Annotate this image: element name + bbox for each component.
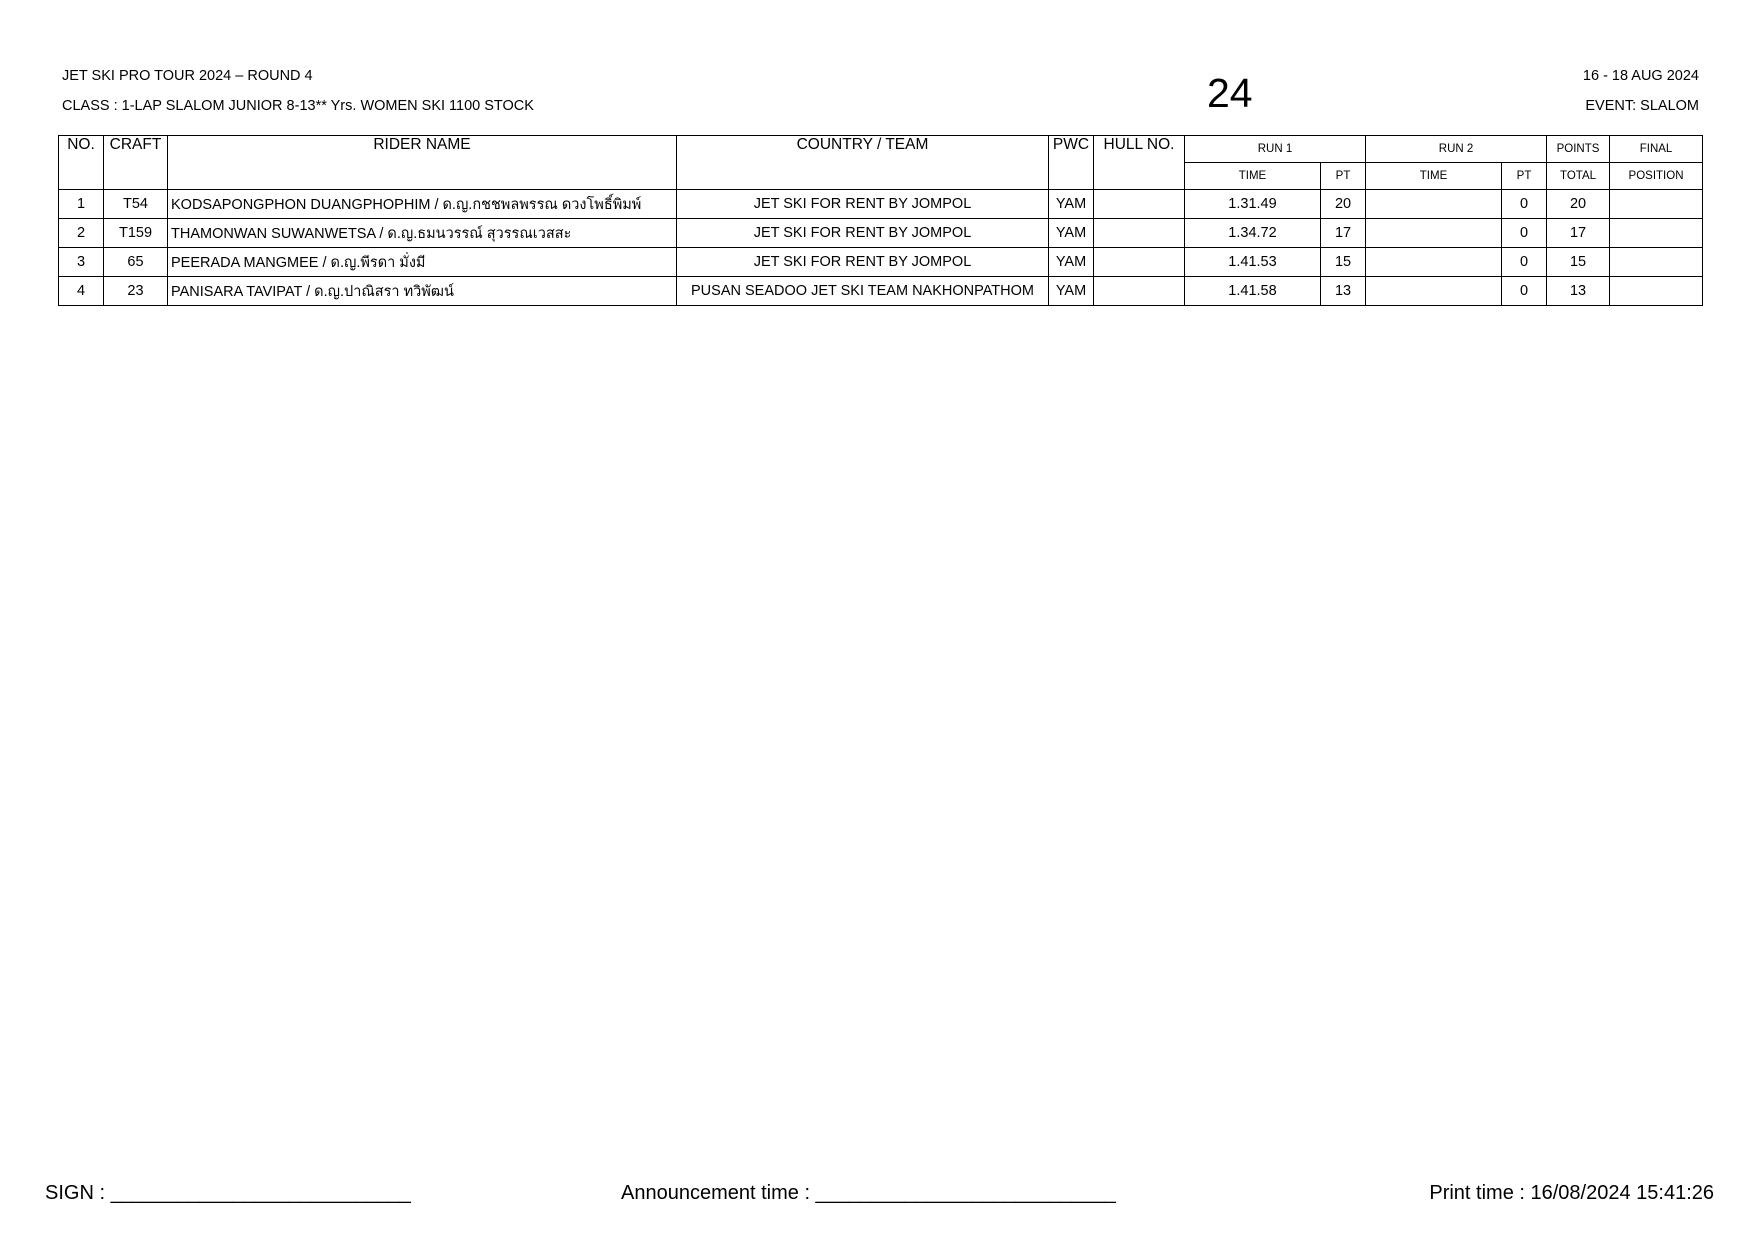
cell-run2-time	[1366, 248, 1502, 277]
cell-hull	[1094, 219, 1185, 248]
document-title: JET SKI PRO TOUR 2024 – ROUND 4	[62, 68, 313, 84]
col-run1-time: TIME	[1185, 163, 1321, 190]
cell-run2-time	[1366, 219, 1502, 248]
col-country-team: COUNTRY / TEAM	[677, 136, 1049, 190]
cell-team: JET SKI FOR RENT BY JOMPOL	[677, 248, 1049, 277]
cell-run1-pt: 15	[1321, 248, 1366, 277]
col-position: POSITION	[1610, 163, 1703, 190]
cell-rider: KODSAPONGPHON DUANGPHOPHIM / ด.ญ.กชชพลพรรณ ดวงโพธิ์พิมพ์	[168, 190, 677, 219]
col-run2-pt: PT	[1502, 163, 1547, 190]
cell-hull	[1094, 248, 1185, 277]
cell-pwc: YAM	[1049, 277, 1094, 306]
cell-run1-time: 1.34.72	[1185, 219, 1321, 248]
cell-craft: T159	[104, 219, 168, 248]
cell-pwc: YAM	[1049, 190, 1094, 219]
cell-total: 17	[1547, 219, 1610, 248]
class-number: 24	[1207, 70, 1253, 116]
cell-run2-time	[1366, 277, 1502, 306]
col-final: FINAL	[1610, 136, 1703, 163]
cell-position	[1610, 277, 1703, 306]
cell-position	[1610, 248, 1703, 277]
col-points: POINTS	[1547, 136, 1610, 163]
table-row	[59, 190, 1703, 219]
cell-total: 13	[1547, 277, 1610, 306]
table-row	[59, 219, 1703, 248]
cell-rider: PEERADA MANGMEE / ด.ญ.พีรดา มั่งมี	[168, 248, 677, 277]
cell-total: 15	[1547, 248, 1610, 277]
cell-team: JET SKI FOR RENT BY JOMPOL	[677, 190, 1049, 219]
table-row	[59, 277, 1703, 306]
cell-position	[1610, 190, 1703, 219]
cell-team: JET SKI FOR RENT BY JOMPOL	[677, 219, 1049, 248]
class-line: CLASS : 1-LAP SLALOM JUNIOR 8-13** Yrs. WOMEN SKI 1100 STOCK	[62, 98, 534, 114]
cell-hull	[1094, 277, 1185, 306]
cell-pwc: YAM	[1049, 248, 1094, 277]
results-table	[58, 135, 1703, 306]
table-row	[59, 248, 1703, 277]
print-time: Print time : 16/08/2024 15:41:26	[1429, 1182, 1714, 1204]
col-run2-time: TIME	[1366, 163, 1502, 190]
announcement-time: Announcement time : ___________________________	[621, 1182, 1116, 1204]
col-run2: RUN 2	[1366, 136, 1547, 163]
cell-no: 1	[59, 190, 104, 219]
cell-run2-pt: 0	[1502, 190, 1547, 219]
col-craft: CRAFT	[104, 136, 168, 190]
cell-hull	[1094, 190, 1185, 219]
cell-craft: 65	[104, 248, 168, 277]
col-rider-name: RIDER NAME	[168, 136, 677, 190]
col-no: NO.	[59, 136, 104, 190]
event-date: 16 - 18 AUG 2024	[1582, 68, 1699, 84]
cell-run2-time	[1366, 190, 1502, 219]
col-run1-pt: PT	[1321, 163, 1366, 190]
cell-rider: PANISARA TAVIPAT / ด.ญ.ปาณิสรา ทวิพัฒน์	[168, 277, 677, 306]
cell-run2-pt: 0	[1502, 277, 1547, 306]
cell-run1-pt: 17	[1321, 219, 1366, 248]
cell-team: PUSAN SEADOO JET SKI TEAM NAKHONPATHOM	[677, 277, 1049, 306]
event-name: EVENT: SLALOM	[1585, 98, 1699, 114]
sign-line: SIGN : ___________________________	[45, 1182, 411, 1204]
col-pwc: PWC	[1049, 136, 1094, 190]
col-total: TOTAL	[1547, 163, 1610, 190]
cell-no: 4	[59, 277, 104, 306]
cell-run2-pt: 0	[1502, 219, 1547, 248]
cell-position	[1610, 219, 1703, 248]
cell-no: 3	[59, 248, 104, 277]
cell-run2-pt: 0	[1502, 248, 1547, 277]
cell-pwc: YAM	[1049, 219, 1094, 248]
cell-run1-pt: 20	[1321, 190, 1366, 219]
cell-run1-time: 1.41.58	[1185, 277, 1321, 306]
col-run1: RUN 1	[1185, 136, 1366, 163]
cell-craft: T54	[104, 190, 168, 219]
cell-run1-time: 1.41.53	[1185, 248, 1321, 277]
cell-total: 20	[1547, 190, 1610, 219]
cell-run1-pt: 13	[1321, 277, 1366, 306]
cell-no: 2	[59, 219, 104, 248]
cell-rider: THAMONWAN SUWANWETSA / ด.ญ.ธมนวรรณ์ สุวรรณเวสสะ	[168, 219, 677, 248]
cell-run1-time: 1.31.49	[1185, 190, 1321, 219]
col-hull-no: HULL NO.	[1094, 136, 1185, 190]
cell-craft: 23	[104, 277, 168, 306]
